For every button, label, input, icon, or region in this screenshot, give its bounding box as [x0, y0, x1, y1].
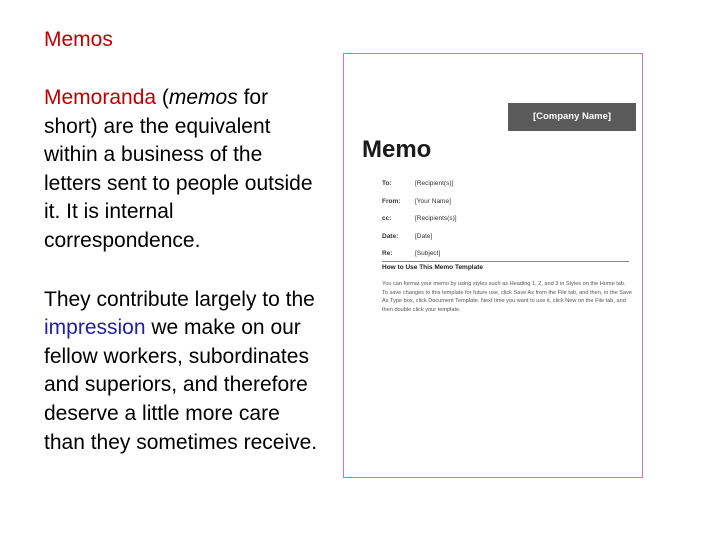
impression-after: we make on our fellow workers, subordinates and superiors, and therefore deserve a little more care than they sometimes receive.	[44, 316, 318, 454]
body-text	[44, 84, 319, 457]
memo-fields	[382, 180, 622, 268]
field-row-from	[382, 198, 622, 214]
paragraph-impression	[44, 286, 319, 458]
slide-title: Memos	[44, 28, 113, 51]
field-value: [Your Name]	[415, 197, 451, 205]
memo-heading: Memo	[362, 136, 432, 163]
term-memoranda: Memoranda	[44, 86, 157, 109]
term-impression: impression	[44, 316, 146, 340]
field-value: [Date]	[415, 232, 433, 240]
field-label: From:	[382, 197, 401, 205]
field-row-date	[382, 233, 622, 249]
howto-title: How to Use This Memo Template	[382, 264, 484, 271]
howto-body: You can format your memo by using styles such as Heading 1, 2, and 3 in Styles on the Home tab. To save changes to this template for future use, click Save As from the File tab, and then, in the Save As Type box, click Document Template. Next time you want to use it, click New on the File tab, and then double click your template.	[382, 281, 632, 313]
impression-before: They contribute largely to the	[44, 287, 315, 311]
definition-rest: for short) are the equivalent within a business of the letters sent to people outside it. It is internal correspondence.	[44, 86, 313, 252]
field-value: [Recipient(s)]	[415, 180, 454, 187]
field-label: Re:	[382, 250, 393, 257]
field-label: cc:	[382, 215, 392, 222]
paragraph-definition	[44, 84, 319, 256]
field-label: Date:	[382, 232, 399, 240]
divider-line	[382, 261, 629, 262]
field-value: [Subject]	[415, 250, 441, 257]
memo-template-image	[343, 53, 643, 478]
paren-open: (	[156, 86, 169, 109]
field-label: To:	[382, 180, 392, 187]
term-memos: memos	[168, 86, 238, 109]
field-row-to	[382, 180, 622, 196]
field-value: [Recipients(s)]	[415, 215, 457, 222]
field-row-cc	[382, 215, 622, 231]
company-name-bar: [Company Name]	[508, 103, 636, 131]
